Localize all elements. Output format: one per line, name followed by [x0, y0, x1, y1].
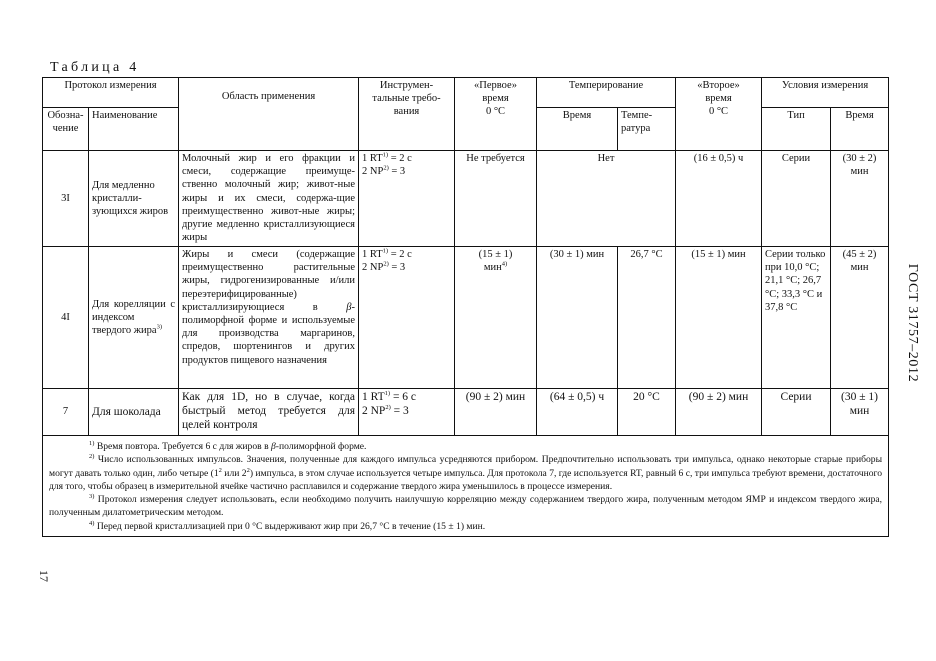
- row-4i-temp-temp: 26,7 °С: [618, 247, 676, 389]
- row-7-inst-1-sup: 1): [384, 390, 391, 398]
- row-4i-inst-1: 1 RT: [362, 249, 383, 260]
- header-temp-temp: Темпе-ратура: [618, 108, 676, 151]
- row-4i-cond-type: Серии только при 10,0 °С; 21,1 °С; 26,7 °С; 33,3 °С и 37,8 °С: [762, 247, 831, 389]
- header-tempering: Темперирование: [537, 78, 676, 108]
- row-7-inst-2-val: = 3: [390, 405, 409, 417]
- row-4i-inst-2-sup: 2): [383, 260, 389, 268]
- header-cond-type: Тип: [762, 108, 831, 151]
- row-3i-inst-1: 1 RT: [362, 153, 383, 164]
- row-3i-area: Молочный жир и его фракции и смеси, содержащие преимуще-ственно молочный жир; живот-ные жиры и их смеси, содержа-щие преимущественно живот-ные жиры; другие медленно кристаллизующиеся жиры: [179, 151, 359, 247]
- row-4i-first-unit: мин: [483, 262, 502, 274]
- footnote-2-mark: 2): [89, 453, 95, 461]
- row-4i-second: (15 ± 1) мин: [676, 247, 762, 389]
- header-first-sub2: 0 °С: [485, 106, 506, 118]
- row-7-temp-temp: 20 °С: [618, 389, 676, 436]
- row-7-first: (90 ± 2) мин: [455, 389, 537, 436]
- row-3i-inst-1-sup: 1): [382, 151, 389, 159]
- row-4i-instrument: [359, 247, 455, 389]
- footnotes-row: [43, 436, 889, 537]
- page-number: 17: [37, 570, 51, 582]
- row-3i-tempering: Нет: [537, 151, 676, 247]
- row-7-name: Для шоколада: [89, 389, 179, 436]
- row-3i-inst-1-val: = 2 с: [388, 153, 412, 164]
- header-area-text: Область применения: [221, 91, 316, 102]
- header-first-title: «Первое»: [474, 80, 517, 91]
- row-4i-area-pre: Жиры и смеси (содержащие преимущественно растительные жиры, гидрогенизированные и/или переэтерифицированные) кристаллизирующиеся в: [182, 249, 355, 313]
- row-4i-name-sup: 3): [156, 323, 162, 331]
- row-4i-inst-1-val: = 2 с: [388, 249, 412, 260]
- row-7-inst-2-sup: 2): [385, 404, 391, 412]
- footnote-4: [49, 520, 882, 533]
- row-4i-first: [455, 247, 537, 389]
- row-7-area: Как для 1D, но в случае, когда быстрый метод требуется для целей контроля: [179, 389, 359, 436]
- row-4i-inst-2: 2 NP: [362, 262, 384, 274]
- header-first-time: [455, 78, 537, 151]
- footnote-4-text: Перед первой кристаллизацией при 0 °С выдерживают жир при 26,7 °С в течение (15 ± 1) мин.: [94, 520, 486, 532]
- row-7-cond-time: (30 ± 1) мин: [831, 389, 889, 436]
- row-7-inst-2: 2 NP: [362, 405, 386, 417]
- footnote-2: [49, 453, 882, 493]
- row-3i-inst-2-val: = 3: [388, 166, 406, 178]
- footnote-1-mark: 1): [89, 439, 95, 447]
- row-7-instrument: [359, 389, 455, 436]
- row-4i-area-beta: β: [346, 301, 352, 313]
- table-caption: Таблица 4: [50, 60, 140, 75]
- row-3i-first: Не требуется: [455, 151, 537, 247]
- row-3i-cond-time: (30 ± 2) мин: [831, 151, 889, 247]
- row-7-inst-1: 1 RT: [362, 391, 385, 403]
- row-4i-inst-2-val: = 3: [388, 262, 406, 274]
- table-row: [43, 247, 889, 389]
- row-7-temp-time: (64 ± 0,5) ч: [537, 389, 618, 436]
- footnote-1: [49, 440, 882, 453]
- data-table: [42, 77, 889, 537]
- row-4i-area: [179, 247, 359, 389]
- header-protocol: Протокол измерения: [43, 78, 179, 108]
- row-7-cond-type: Серии: [762, 389, 831, 436]
- row-7-inst-1-val: = 6 с: [390, 391, 417, 403]
- footnote-1-pre: Время повтора. Требуется 6 с для жиров в: [94, 441, 272, 452]
- row-3i-second: (16 ± 0,5) ч: [676, 151, 762, 247]
- header-name: Наименование: [89, 108, 179, 151]
- row-4i-name-text: Для корелляции с индексом твердого жира: [92, 298, 175, 337]
- header-second-time: [676, 78, 762, 151]
- row-4i-inst-1-sup: 1): [382, 247, 389, 255]
- footnote-2-post: ) импульса, в этом случае используется четыре импульса. Для протокола 7, где используется RT, равный 6 с, три импульса требуют времени, достаточного для того, чтобы образец в измерительной ячейке частично расплавился и содержание твердого жира уменьшилось в процессе измерения.: [49, 467, 883, 492]
- header-cond-time: Время: [831, 108, 889, 151]
- row-7-designation: 7: [43, 389, 89, 436]
- footnote-2-sup-b: 2: [246, 466, 250, 474]
- row-4i-designation: 4I: [43, 247, 89, 389]
- row-3i-cond-type: Серии: [762, 151, 831, 247]
- row-4i-temp-time: (30 ± 1) мин: [537, 247, 618, 389]
- standard-label: ГОСТ 31757–2012: [905, 263, 920, 383]
- table-row: [43, 389, 889, 436]
- footnote-2-pre: Число использованных импульсов. Значения, полученные для каждого импульса усредняются прибором. Предпочтительно использовать три импульса, однако некоторые старые приборы могут давать только один, либо четыре (1: [49, 454, 883, 479]
- row-4i-cond-time: (45 ± 2) мин: [831, 247, 889, 389]
- footnotes: [43, 436, 889, 537]
- header-second-sub2: 0 °С: [708, 106, 729, 118]
- row-3i-inst-2: 2 NP: [362, 166, 384, 178]
- row-4i-first-value: (15 ± 1): [478, 249, 513, 260]
- footnote-4-mark: 4): [89, 519, 95, 527]
- footnote-3-text: Протокол измерения следует использовать, если необходимо получить наилучшую корреляцию между содержанием твердого жира, полученным методом ЯМР и индексом твердого жира, полученным дилатометрическим методом.: [49, 494, 883, 519]
- row-4i-first-sup: 4): [501, 260, 508, 268]
- footnote-2-sup-a: 2: [218, 466, 222, 474]
- footnote-1-post: -полиморфной форме.: [275, 441, 367, 452]
- row-3i-instrument: [359, 151, 455, 247]
- footnote-3-mark: 3): [89, 493, 95, 500]
- footnote-1-beta: β: [271, 441, 276, 452]
- footnote-2-mid: или 2: [221, 467, 247, 479]
- header-instrument: Инструмен-тальные требо-вания: [359, 78, 455, 151]
- table-row: [43, 151, 889, 247]
- row-3i-name: Для медленно кристалли-зующихся жиров: [89, 151, 179, 247]
- row-4i-name: [89, 247, 179, 389]
- footnote-3: [49, 493, 882, 520]
- header-designation: Обозна-чение: [43, 108, 89, 151]
- header-area: [179, 78, 359, 151]
- row-4i-area-post: - полиморфной форме и используемые для производства маргаринов, спредов, шортенингов и других продуктов пищевого назначения: [182, 301, 355, 366]
- header-temp-time: Время: [537, 108, 618, 151]
- row-3i-inst-2-sup: 2): [383, 164, 389, 172]
- header-second-sub1: время: [705, 93, 732, 105]
- row-7-second: (90 ± 2) мин: [676, 389, 762, 436]
- header-first-sub1: время: [482, 93, 509, 105]
- header-second-title: «Второе»: [697, 80, 740, 91]
- row-3i-designation: 3I: [43, 151, 89, 247]
- header-conditions: Условия измерения: [762, 78, 889, 108]
